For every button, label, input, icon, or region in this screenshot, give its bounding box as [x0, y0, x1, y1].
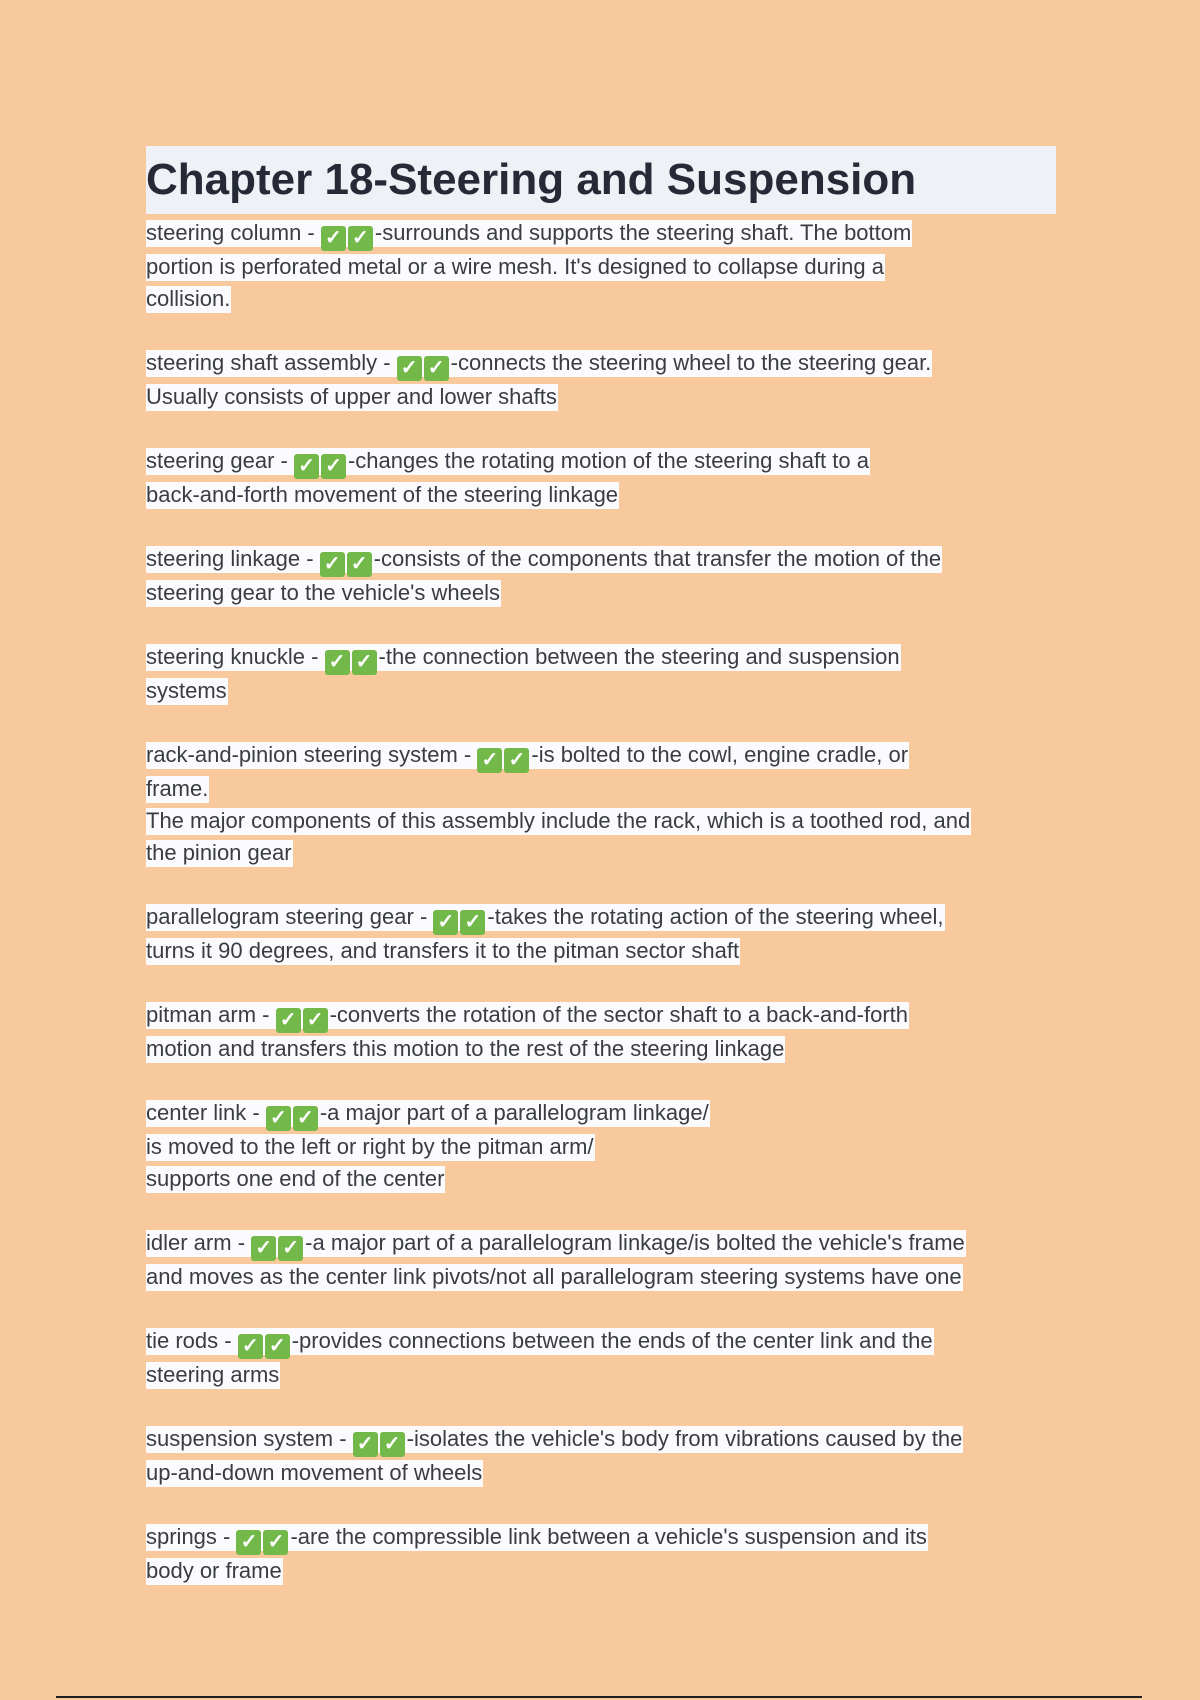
check-mark-icon: ✓ [348, 226, 373, 251]
entry-term: steering column [146, 220, 302, 245]
entry-term: steering shaft assembly [146, 350, 378, 375]
text-highlight [146, 448, 870, 475]
entry-continuation-line [146, 577, 1056, 609]
check-mark-icon: ✓ [477, 748, 502, 773]
entry-term: steering knuckle [146, 644, 305, 669]
entry-continuation-line [146, 1131, 1056, 1163]
entry-definition-text: -consists of the components that transfer the motion of the [373, 546, 942, 571]
text-highlight [146, 580, 501, 607]
entry-continuation-line [146, 1033, 1056, 1065]
entry-first-line [146, 1521, 1056, 1555]
text-highlight [146, 220, 912, 247]
entry-definition-text: back-and-forth movement of the steering linkage [146, 482, 619, 507]
entry-continuation-line [146, 1261, 1056, 1293]
check-mark-icon: ✓ [251, 1236, 276, 1261]
text-highlight [146, 1426, 963, 1453]
entry-definition-text: The major components of this assembly include the rack, which is a toothed rod, and [146, 808, 971, 833]
check-mark-icon: ✓ [504, 748, 529, 773]
check-mark-icon: ✓ [460, 910, 485, 935]
entry-continuation-line [146, 837, 1056, 869]
check-mark-icon: ✓ [238, 1334, 263, 1359]
text-highlight [146, 678, 228, 705]
entry-term: suspension system [146, 1426, 334, 1451]
check-mark-icon: ✓ [294, 454, 319, 479]
entry-definition-text: systems [146, 678, 227, 703]
text-highlight [146, 904, 945, 931]
entry-definition-text: -isolates the vehicle's body from vibrations caused by the [406, 1426, 963, 1451]
entry-first-line [146, 641, 1056, 675]
flashcard-entry [146, 1423, 1056, 1489]
check-mark-icon: ✓ [347, 552, 372, 577]
entry-definition-text: -connects the steering wheel to the steering gear. [450, 350, 932, 375]
entry-term: parallelogram steering gear [146, 904, 414, 929]
text-highlight [146, 482, 619, 509]
entry-definition-text: -surrounds and supports the steering shaft. The bottom [374, 220, 912, 245]
check-mark-icon: ✓ [321, 226, 346, 251]
flashcard-entry [146, 901, 1056, 967]
entry-first-line [146, 1227, 1056, 1261]
text-highlight [146, 1328, 934, 1355]
entry-definition-text: frame. [146, 776, 209, 801]
check-mark-icon: ✓ [303, 1008, 328, 1033]
entry-first-line [146, 1423, 1056, 1457]
check-mark-icon: ✓ [320, 552, 345, 577]
text-highlight [146, 808, 971, 835]
entry-first-line [146, 445, 1056, 479]
document-content [146, 146, 1056, 1619]
text-highlight [146, 644, 901, 671]
term-separator: - [218, 1328, 238, 1353]
entry-definition-text: -is bolted to the cowl, engine cradle, or [531, 742, 909, 767]
entry-continuation-line [146, 479, 1056, 511]
entry-definition-text: -are the compressible link between a vehicle's suspension and its [290, 1524, 927, 1549]
text-highlight [146, 1362, 280, 1389]
term-separator: - [256, 1002, 276, 1027]
text-highlight [146, 384, 558, 411]
term-separator: - [246, 1100, 266, 1125]
flashcard-entry [146, 1227, 1056, 1293]
entry-term: center link [146, 1100, 247, 1125]
term-separator: - [231, 1230, 252, 1255]
term-separator: - [413, 904, 434, 929]
check-mark-icon: ✓ [397, 356, 422, 381]
entry-continuation-line [146, 935, 1056, 967]
flashcard-entry [146, 999, 1056, 1065]
entry-definition-text: portion is perforated metal or a wire mesh. It's designed to collapse during a [146, 254, 884, 279]
entry-continuation-line [146, 283, 1056, 315]
flashcard-entry [146, 1521, 1056, 1587]
entry-continuation-line [146, 805, 1056, 837]
entry-first-line [146, 739, 1056, 773]
entry-continuation-line [146, 1359, 1056, 1391]
text-highlight [146, 350, 932, 377]
entry-first-line [146, 1097, 1056, 1131]
entry-first-line [146, 901, 1056, 935]
page-title: Chapter 18-Steering and Suspension [146, 146, 1056, 214]
entry-definition-text: steering arms [146, 1362, 280, 1387]
entry-continuation-line [146, 675, 1056, 707]
text-highlight [146, 546, 942, 573]
entry-definition-text: motion and transfers this motion to the rest of the steering linkage [146, 1036, 785, 1061]
entry-term: steering gear [146, 448, 275, 473]
term-separator: - [216, 1524, 237, 1549]
term-separator: - [274, 448, 294, 473]
check-mark-icon: ✓ [278, 1236, 303, 1261]
entry-term: tie rods [146, 1328, 219, 1353]
text-highlight [146, 1036, 785, 1063]
entry-definition-text: -the connection between the steering and suspension [378, 644, 900, 669]
flashcard-entry [146, 739, 1056, 869]
text-highlight [146, 1264, 963, 1291]
entry-definition-text: supports one end of the center [146, 1166, 445, 1191]
check-mark-icon: ✓ [380, 1432, 405, 1457]
entry-definition-text: -a major part of a parallelogram linkage/is bolted the vehicle's frame [305, 1230, 965, 1255]
term-separator: - [301, 220, 321, 245]
check-mark-icon: ✓ [321, 454, 346, 479]
term-separator: - [333, 1426, 353, 1451]
flashcard-list [146, 217, 1056, 1587]
flashcard-entry [146, 1325, 1056, 1391]
entry-continuation-line [146, 1163, 1056, 1195]
text-highlight [146, 1166, 445, 1193]
entry-definition-text: -a major part of a parallelogram linkage/ [319, 1100, 709, 1125]
entry-definition-text: Usually consists of upper and lower shafts [146, 384, 557, 409]
entry-definition-text: -takes the rotating action of the steering wheel, [487, 904, 944, 929]
entry-definition-text: body or frame [146, 1558, 282, 1583]
entry-definition-text: -changes the rotating motion of the steering shaft to a [347, 448, 869, 473]
entry-definition-text: -provides connections between the ends of the center link and the [291, 1328, 933, 1353]
check-mark-icon: ✓ [265, 1334, 290, 1359]
flashcard-entry [146, 1097, 1056, 1195]
text-highlight [146, 286, 231, 313]
text-highlight [146, 938, 740, 965]
entry-first-line [146, 347, 1056, 381]
entry-term: pitman arm [146, 1002, 257, 1027]
flashcard-entry [146, 641, 1056, 707]
flashcard-entry [146, 543, 1056, 609]
check-mark-icon: ✓ [263, 1530, 288, 1555]
text-highlight [146, 1230, 966, 1257]
entry-term: idler arm [146, 1230, 232, 1255]
text-highlight [146, 742, 909, 769]
entry-continuation-line [146, 251, 1056, 283]
check-mark-icon: ✓ [433, 910, 458, 935]
entry-definition-text: collision. [146, 286, 231, 311]
check-mark-icon: ✓ [236, 1530, 261, 1555]
text-highlight [146, 1134, 595, 1161]
check-mark-icon: ✓ [276, 1008, 301, 1033]
text-highlight [146, 1460, 483, 1487]
entry-definition-text: steering gear to the vehicle's wheels [146, 580, 500, 605]
check-mark-icon: ✓ [424, 356, 449, 381]
entry-definition-text: and moves as the center link pivots/not all parallelogram steering systems have one [146, 1264, 962, 1289]
text-highlight [146, 1524, 928, 1551]
text-highlight [146, 1002, 909, 1029]
entry-definition-text: turns it 90 degrees, and transfers it to the pitman sector shaft [146, 938, 740, 963]
entry-first-line [146, 999, 1056, 1033]
text-highlight [146, 1558, 283, 1585]
entry-term: springs [146, 1524, 217, 1549]
entry-continuation-line [146, 381, 1056, 413]
text-highlight [146, 1100, 710, 1127]
entry-continuation-line [146, 1555, 1056, 1587]
flashcard-entry [146, 445, 1056, 511]
entry-definition-text: the pinion gear [146, 840, 292, 865]
entry-term: steering linkage [146, 546, 301, 571]
entry-definition-text: up-and-down movement of wheels [146, 1460, 483, 1485]
check-mark-icon: ✓ [325, 650, 350, 675]
entry-first-line [146, 543, 1056, 577]
text-highlight [146, 254, 885, 281]
check-mark-icon: ✓ [352, 650, 377, 675]
flashcard-entry [146, 217, 1056, 315]
text-highlight [146, 840, 293, 867]
term-separator: - [300, 546, 320, 571]
entry-continuation-line [146, 773, 1056, 805]
entry-first-line [146, 1325, 1056, 1359]
entry-definition-text: is moved to the left or right by the pitman arm/ [146, 1134, 594, 1159]
term-separator: - [304, 644, 325, 669]
entry-first-line [146, 217, 1056, 251]
entry-definition-text: -converts the rotation of the sector shaft to a back-and-forth [329, 1002, 909, 1027]
entry-term: rack-and-pinion steering system [146, 742, 458, 767]
term-separator: - [377, 350, 397, 375]
term-separator: - [457, 742, 478, 767]
bottom-divider [56, 1696, 1142, 1698]
check-mark-icon: ✓ [266, 1106, 291, 1131]
flashcard-entry [146, 347, 1056, 413]
check-mark-icon: ✓ [353, 1432, 378, 1457]
check-mark-icon: ✓ [293, 1106, 318, 1131]
text-highlight [146, 776, 209, 803]
entry-continuation-line [146, 1457, 1056, 1489]
